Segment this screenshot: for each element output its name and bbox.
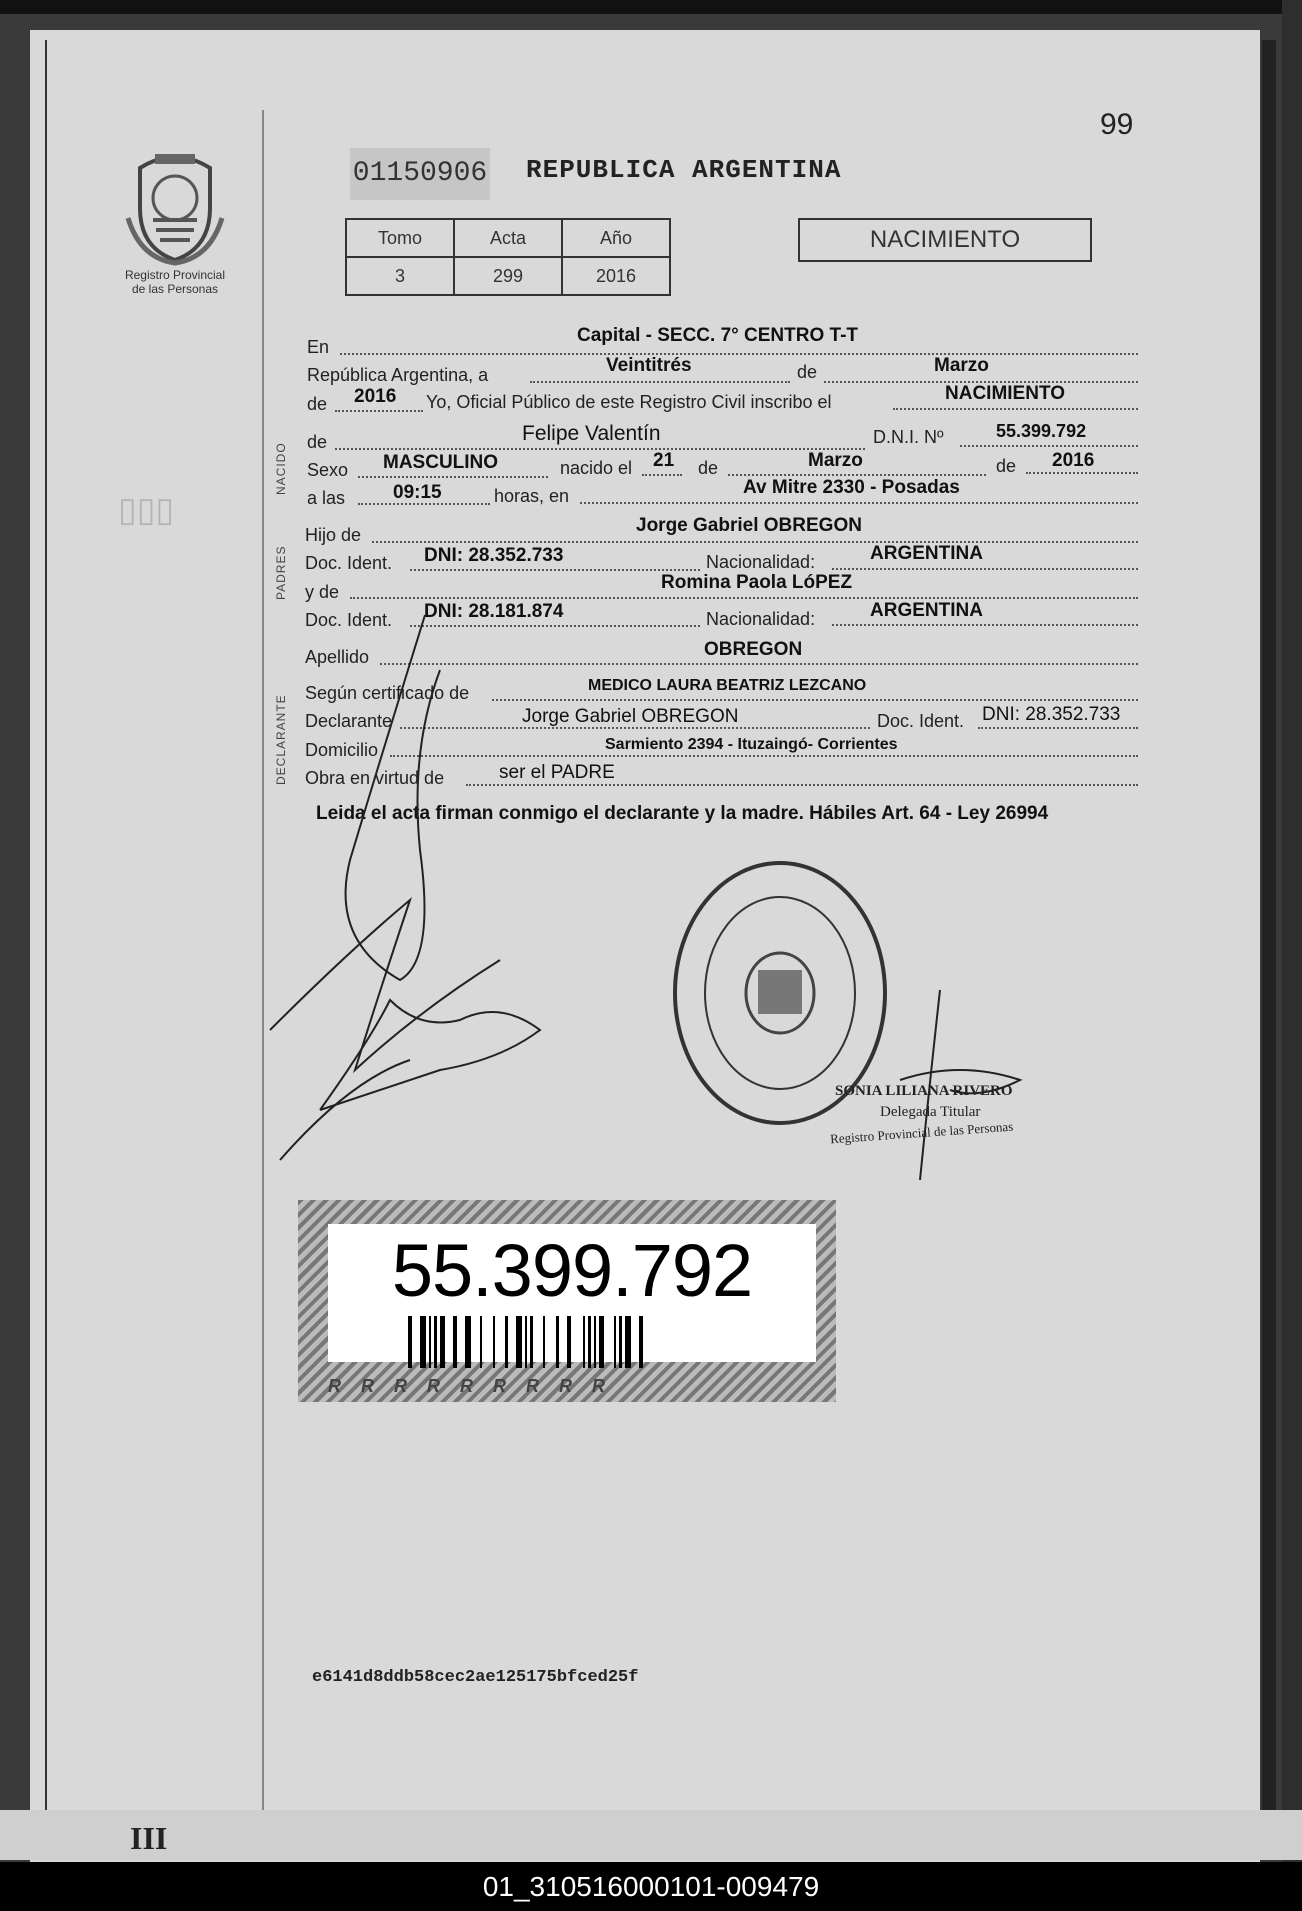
dotted-line [340, 353, 1138, 355]
barcode-bar [567, 1316, 571, 1368]
en-label: En [307, 337, 330, 357]
declarante-name: Jorge Gabriel OBREGON [522, 706, 739, 727]
event-value: NACIMIENTO [945, 383, 1065, 404]
place-value: Capital - SECC. 7° CENTRO T-T [577, 325, 859, 346]
de-label: de [996, 456, 1017, 476]
birth-month: Marzo [808, 450, 863, 471]
acta-value: 299 [454, 257, 562, 295]
official-title: Delegada Titular [880, 1104, 981, 1120]
mother-nationality: ARGENTINA [870, 600, 983, 621]
y-de-label: y de [305, 582, 340, 602]
horas-en-label: horas, en [494, 486, 570, 506]
dotted-line [832, 568, 1138, 570]
republica-label: República Argentina, a [307, 365, 489, 385]
birth-place: Av Mitre 2330 - Posadas [743, 477, 960, 498]
padres-section-label: PADRES [274, 545, 288, 600]
scan-footer-code: 01_310516000101-009479 [0, 1862, 1302, 1911]
official-name: SONIA LILIANA RIVERO [835, 1083, 1013, 1099]
barcode-bars [408, 1316, 736, 1368]
apellido-label: Apellido [305, 647, 370, 667]
barcode-bar [619, 1316, 622, 1368]
barcode-bar [493, 1316, 495, 1368]
declarante-doc-label: Doc. Ident. [877, 711, 965, 731]
barcode-bar [505, 1316, 508, 1368]
tomo-acta-anio-table [345, 218, 671, 296]
sexo-label: Sexo [307, 460, 349, 480]
oficial-text: Yo, Oficial Público de este Registro Civil inscribo el [426, 392, 832, 412]
barcode-bar [453, 1316, 457, 1368]
declarante-section-label: DECLARANTE [274, 694, 288, 785]
barcode-bar [434, 1316, 437, 1368]
barcode-bar [480, 1316, 482, 1368]
dotted-line [960, 445, 1138, 447]
month-value: Marzo [934, 355, 989, 376]
serial-number: 01150906 [350, 148, 490, 200]
barcode-bar [516, 1316, 522, 1368]
next-page-strip [0, 1810, 1302, 1860]
barcode-bar [525, 1316, 527, 1368]
barcode-number: 55.399.792 [391, 1229, 753, 1312]
document-hash: e6141d8ddb58cec2ae125175bfced25f [312, 1668, 639, 1687]
dotted-line [580, 502, 1138, 504]
page-number: 99 [1100, 108, 1134, 141]
father-nationality: ARGENTINA [870, 543, 983, 564]
father-name: Jorge Gabriel OBREGON [636, 515, 862, 536]
father-nationality-label: Nacionalidad: [706, 552, 816, 572]
dotted-line [372, 541, 1138, 543]
barcode-bar [465, 1316, 471, 1368]
declarante-label: Declarante [305, 711, 393, 731]
barcode-bar [639, 1316, 643, 1368]
barcode-bar [530, 1316, 533, 1368]
barcode-bar [588, 1316, 591, 1368]
dotted-line [335, 448, 865, 450]
dotted-line [728, 474, 986, 476]
barcode-bar [543, 1316, 545, 1368]
de-label: de [797, 362, 818, 382]
birth-day: 21 [653, 450, 675, 471]
logo-caption [105, 268, 245, 296]
birth-year: 2016 [1052, 450, 1095, 471]
dotted-line [350, 597, 1138, 599]
domicilio-value: Sarmiento 2394 - Ituzaingó- Corrientes [605, 736, 898, 753]
birth-time: 09:15 [393, 482, 442, 503]
closing-statement: Leida el acta firman conmigo el declarante y la madre. Hábiles Art. 64 - Ley 26994 [316, 803, 1049, 824]
mother-doc-label: Doc. Ident. [305, 610, 393, 630]
dotted-line [358, 476, 548, 478]
barcode-bar [440, 1316, 445, 1368]
anio-header: Año [562, 219, 670, 257]
obra-label: Obra en virtud de [305, 768, 445, 788]
child-name: Felipe Valentín [522, 422, 661, 445]
mother-doc: DNI: 28.181.874 [424, 601, 564, 622]
page-binding-line [45, 40, 47, 1810]
domicilio-label: Domicilio [305, 740, 379, 760]
bleed-through-mark: ▯▯▯ [118, 491, 175, 529]
country-title: REPUBLICA ARGENTINA [526, 155, 842, 185]
day-value: Veintitrés [606, 355, 692, 376]
logo-caption-line2: de las Personas [131, 282, 219, 296]
dotted-line [410, 569, 700, 571]
barcode-bar [599, 1316, 604, 1368]
barcode-panel [328, 1224, 816, 1362]
nacido-el-label: nacido el [560, 458, 633, 478]
dotted-line [1026, 472, 1138, 474]
page-right-shadow [1262, 40, 1276, 1820]
anio-value: 2016 [562, 257, 670, 295]
nacido-section-label: NACIDO [274, 442, 288, 495]
certificado-value: MEDICO LAURA BEATRIZ LEZCANO [588, 677, 867, 694]
acta-header: Acta [454, 219, 562, 257]
record-type-box: NACIMIENTO [798, 218, 1092, 262]
de-label: de [307, 394, 328, 414]
declarante-doc: DNI: 28.352.733 [982, 704, 1121, 725]
certificado-label: Según certificado de [305, 683, 470, 703]
barcode-bar [429, 1316, 431, 1368]
father-doc: DNI: 28.352.733 [424, 545, 564, 566]
de-label: de [307, 432, 328, 452]
a-las-label: a las [307, 488, 346, 508]
barcode-bar [583, 1316, 585, 1368]
province-coat-of-arms-logo [120, 148, 230, 266]
barcode-label [298, 1200, 836, 1402]
barcode-bar [594, 1316, 596, 1368]
mother-name: Romina Paola LóPEZ [661, 572, 853, 593]
apellido-value: OBREGON [704, 639, 803, 660]
tomo-header: Tomo [346, 219, 454, 257]
barcode-bar [625, 1316, 631, 1368]
barcode-bar [420, 1316, 426, 1368]
de-label: de [698, 458, 719, 478]
bottom-mark: III [130, 1820, 168, 1856]
child-dni: 55.399.792 [996, 421, 1087, 441]
obra-value: ser el PADRE [499, 762, 615, 783]
barcode-bar [556, 1316, 559, 1368]
barcode-bar [614, 1316, 616, 1368]
mother-nationality-label: Nacionalidad: [706, 609, 816, 629]
official-office: Registro Provincial de las Personas [829, 1118, 1014, 1147]
barcode-pattern-letters: RRRRRRRRR [328, 1376, 625, 1396]
dotted-line [335, 410, 423, 412]
father-doc-label: Doc. Ident. [305, 553, 393, 573]
scan-top-border [0, 0, 1302, 14]
dni-label: D.N.I. Nº [873, 427, 944, 447]
scan-right-border [1282, 0, 1302, 1911]
dotted-line [642, 474, 682, 476]
barcode-bar [408, 1316, 412, 1368]
year-value: 2016 [354, 386, 397, 407]
logo-caption-line1: Registro Provincial [124, 268, 226, 282]
dotted-line [530, 381, 790, 383]
dotted-line [893, 408, 1138, 410]
sexo-value: MASCULINO [383, 452, 499, 473]
hijo-de-label: Hijo de [305, 525, 362, 545]
tomo-value: 3 [346, 257, 454, 295]
